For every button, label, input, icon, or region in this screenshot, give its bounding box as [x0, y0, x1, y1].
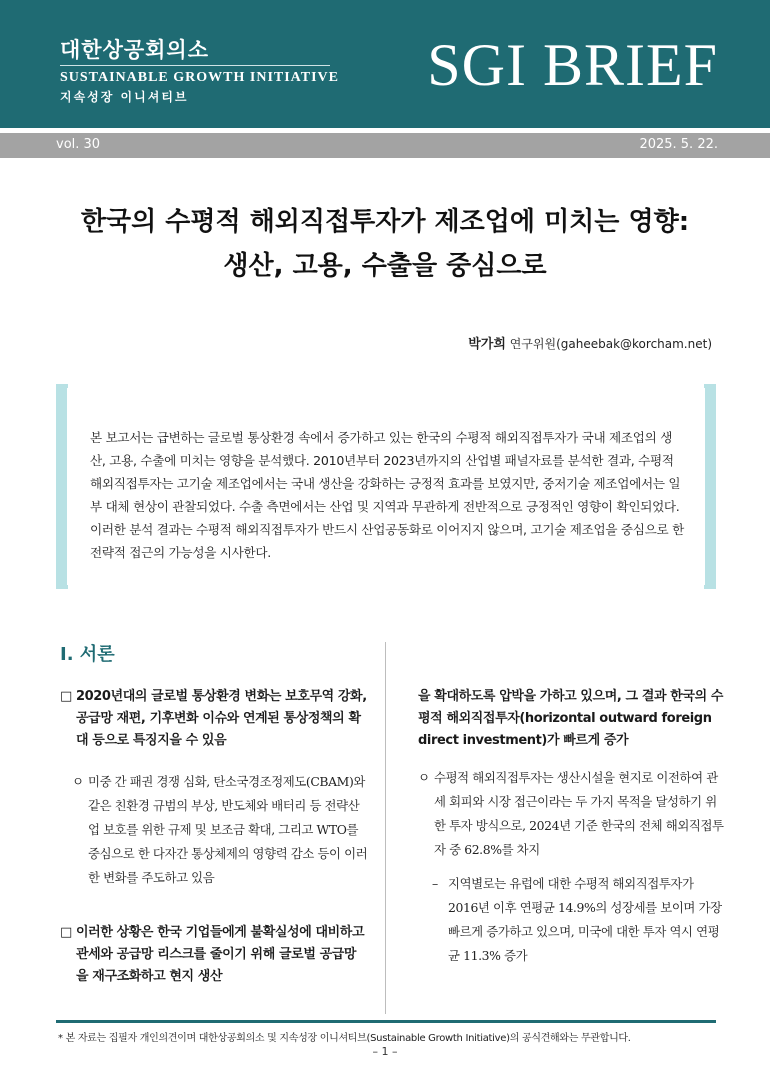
org-name-korean: 대한상공회의소 [60, 38, 210, 62]
section-title: Ⅰ. 서론 [60, 644, 115, 665]
right-column [418, 686, 726, 968]
paragraph-text: 이러한 상황은 한국 기업들에게 불확실성에 대비하고 관세와 공급망 리스크를 줄이기 위해 글로벌 공급망을 재구조화하고 현지 생산 [76, 925, 365, 984]
info-bar [0, 133, 770, 158]
brand-title: SGI BRIEF [427, 32, 718, 98]
publish-date: 2025. 5. 22. [639, 137, 718, 152]
author-role: 연구위원(gaheebak@korcham.net) [509, 337, 712, 351]
author-name: 박가희 [468, 337, 506, 352]
square-bullet-icon: □ [60, 689, 72, 704]
paragraph-text: 지역별로는 유럽에 대한 수평적 해외직접투자가 2016년 이후 연평균 14.9%의 성장세를 보이며 가장 빠르게 증가하고 있으며, 미국에 대한 투자 역시 연평균 11.3% 증가 [448, 876, 722, 963]
title-line-2: 생산, 고용, 수출을 중심으로 [223, 251, 547, 281]
paragraph-text: 미중 간 패권 경쟁 심화, 탄소국경조정제도(CBAM)와 같은 친환경 규범의 부상, 반도체와 배터리 등 전략산업 보호를 위한 규제 및 보조금 확대, 그리고 WTO를 중심으로 한 다자간 통상체제의 영향력 감소 등이 이러한 변화를 주도하고 있음 [88, 774, 368, 885]
paragraph [432, 872, 726, 968]
author-line [468, 333, 712, 352]
paragraph [60, 922, 368, 988]
circle-bullet-icon: ㅇ [72, 774, 84, 789]
paragraph-continued: 을 확대하도록 압박을 가하고 있으며, 그 결과 한국의 수평적 해외직접투자(horizontal outward foreign direct investment)가 빠르게 증가 [418, 689, 724, 748]
org-subtitle: 지속성장 이니셔티브 [60, 90, 189, 104]
left-column [60, 686, 368, 1006]
paragraph-text: 수평적 해외직접투자는 생산시설을 현지로 이전하여 관세 회피와 시장 접근이라는 두 가지 목적을 달성하기 위한 투자 방식으로, 2024년 기준 한국의 전체 해외직접투자 중 62.8%를 차지 [434, 770, 724, 857]
org-divider [60, 65, 330, 66]
title-line-1: 한국의 수평적 해외직접투자가 제조업에 미치는 영향: [80, 207, 690, 237]
paragraph [72, 770, 368, 890]
column-divider [385, 642, 386, 1014]
volume-label: vol. 30 [56, 137, 101, 152]
abstract-text: 본 보고서는 급변하는 글로벌 통상환경 속에서 증가하고 있는 한국의 수평적 해외직접투자가 국내 제조업의 생산, 고용, 수출에 미치는 영향을 분석했다. 2010년부터 2023년까지의 산업별 패널자료를 분석한 결과, 수평적 해외직접투자는 고기술 제조업에서는 국내 생산을 강화하는 긍정적 효과를 보였지만, 중저기술 제조업에서는 일부 대체 현상이 관찰되었다. 수출 측면에서는 산업 및 지역과 무관하게 전반적으로 긍정적인 영향이 확인되었다. 이러한 분석 결과는 수평적 해외직접투자가 반드시 산업공동화로 이어지지 않으며, 고기술 제조업을 중심으로 한 전략적 접근의 가능성을 시사한다. [90, 430, 684, 560]
footer-rule [56, 1020, 716, 1023]
org-name-english: SUSTAINABLE GROWTH INITIATIVE [60, 70, 339, 85]
square-bullet-icon: □ [60, 925, 72, 940]
paragraph [60, 686, 368, 752]
footnote: * 본 자료는 집필자 개인의견이며 대한상공회의소 및 지속성장 이니셔티브(Sustainable Growth Initiative)의 공식견해와는 무관합니다. [58, 1033, 631, 1044]
paragraph [418, 766, 726, 862]
paragraph-text: 2020년대의 글로벌 통상환경 변화는 보호무역 강화, 공급망 재편, 기후변화 이슈와 연계된 통상정책의 확대 등으로 특징지을 수 있음 [76, 689, 367, 748]
circle-bullet-icon: ㅇ [418, 770, 430, 785]
bracket-right-decoration [704, 384, 716, 589]
page-number: – 1 – [372, 1045, 398, 1058]
dash-bullet-icon: – [432, 876, 438, 891]
header-banner [0, 0, 770, 128]
abstract-box [56, 384, 716, 589]
bracket-left-decoration [56, 384, 68, 589]
report-title [0, 200, 770, 288]
